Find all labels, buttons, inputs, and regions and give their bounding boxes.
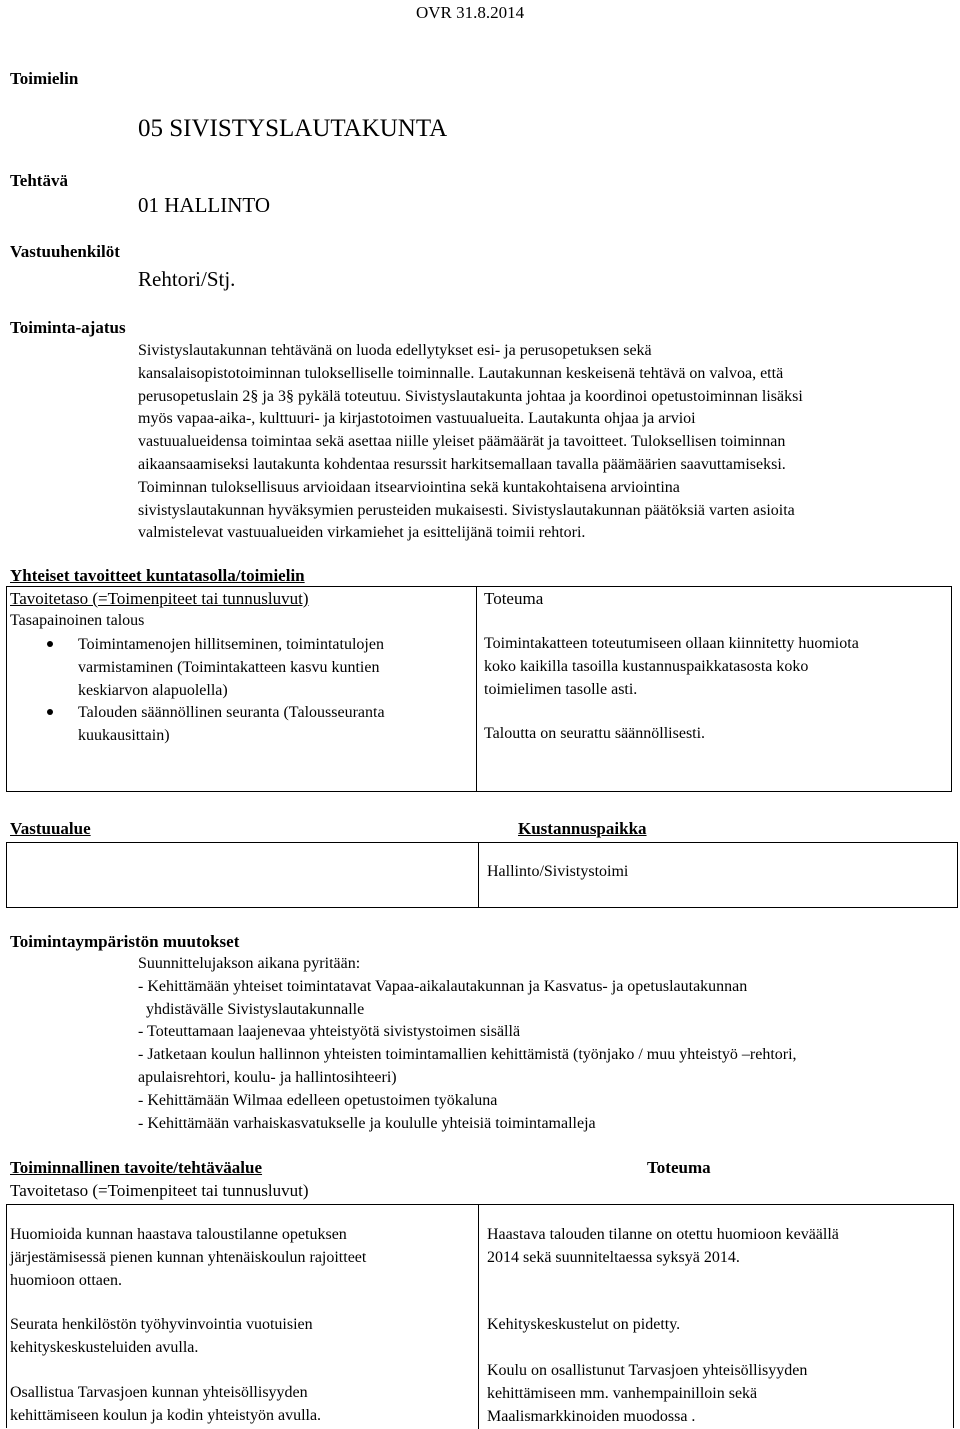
label-toiminta-ajatus: Toiminta-ajatus: [10, 318, 126, 337]
list-item: - Kehittämään varhaiskasvatukselle ja koululle yhteisiä toimintamalleja: [138, 1114, 596, 1132]
list-item: - Kehittämään yhteiset toimintatavat Vapaa-aikalautakunnan ja Kasvatus- ja opetuslautakunnan: [138, 977, 748, 995]
bullet-text: Talouden säännöllinen seuranta (Talousseuranta: [78, 704, 385, 722]
kustannuspaikka-value: Hallinto/Sivistystoimi: [487, 863, 629, 880]
bullet-text: Toimintamenojen hillitseminen, toimintatulojen: [78, 636, 384, 653]
yhteiset-heading: Yhteiset tavoitteet kuntatasolla/toimielin: [10, 566, 305, 585]
document-ref: OVR 31.8.2014: [416, 3, 525, 22]
toiminta-ajatus-line: kansalaisopistotoiminnan tulokselliselle toiminnalle. Lautakunnan keskeisenä tehtävä on valvoa, että: [138, 364, 784, 382]
yhteiset-divider: [476, 586, 477, 792]
toteuma-line: Haastava talouden tilanne on otettu huomioon keväällä: [487, 1226, 839, 1243]
vastuualue-table: [6, 842, 958, 908]
list-item: [10, 702, 470, 748]
toiminta-ajatus-line: aikaansaamiseksi lautakunta kohdentaa resurssit harkitsemallaan tavalla päämäärien saavuttamiseksi.: [138, 455, 786, 473]
tavoite-line: Seurata henkilöstön työhyvinvointia vuotuisien: [10, 1316, 313, 1334]
toiminta-ajatus-line: Sivistyslautakunnan tehtävänä on luoda edellytykset esi- ja perusopetuksen sekä: [138, 342, 652, 359]
toiminnallinen-toteuma: Toteuma: [647, 1158, 711, 1177]
tavoite-line: Osallistua Tarvasjoen kunnan yhteisöllisyyden: [10, 1383, 308, 1401]
toiminta-ajatus-line: Toiminnan tuloksellisuus arvioidaan itsearviointina sekä kuntakohtaisena arviointina: [138, 478, 680, 496]
list-item: yhdistävälle Sivistyslautakunnalle: [146, 1000, 365, 1018]
toiminta-ajatus-text: [138, 340, 950, 545]
tehtava-value: 01 HALLINTO: [138, 193, 271, 217]
toiminnallinen-divider: [478, 1204, 479, 1429]
toiminta-ajatus-line: valmistelevat vastuualueiden virkamiehet ja esittelijänä toimii rehtori.: [138, 524, 586, 542]
toiminta-ajatus-line: myös vapaa-aika-, kulttuuri- ja kirjastotoimen vastuualueita. Lautakunta ohjaa ja arvioi: [138, 410, 696, 428]
toiminta-ajatus-line: sivistyslautakunnan hyväksymien perusteiden mukaisesti. Sivistyslautakunnan päätöksiä varten asioita: [138, 501, 795, 519]
bullet-text: varmistaminen (Toimintakatteen kasvu kuntien: [78, 658, 380, 676]
tavoite-line: järjestämisessä pienen kunnan yhtenäiskoulun rajoitteet: [10, 1248, 367, 1266]
toiminnallinen-right: [487, 1224, 949, 1428]
list-item: [10, 634, 470, 702]
toiminnallinen-heading: Toiminnallinen tavoite/tehtäväalue: [10, 1158, 263, 1177]
toiminta-ajatus-line: perusopetuslain 2§ ja 3§ pykälä toteutuu. Sivistyslautakunta johtaa ja koordinoi opetustoiminnan lisäksi: [138, 387, 803, 405]
bullet-text: kuukausittain): [78, 727, 170, 745]
toteuma-line: toimielimen tasolle asti.: [484, 680, 638, 698]
toteuma-line: koko kaikilla tasoilla kustannuspaikkatasosta koko: [484, 657, 809, 675]
tavoite-line: Huomioida kunnan haastava taloustilanne opetuksen: [10, 1226, 347, 1243]
tavoite-line: kehittämiseen koulun ja kodin yhteistyön avulla.: [10, 1406, 322, 1424]
kustannuspaikka-label: Kustannuspaikka: [518, 819, 647, 838]
toiminnallinen-tavoitetaso: Tavoitetaso (=Toimenpiteet tai tunnusluvut): [10, 1181, 309, 1200]
yhteiset-col2-text: [484, 633, 946, 701]
yhteiset-col1-sub: Tasapainoinen talous: [10, 612, 145, 629]
label-tehtava: Tehtävä: [10, 171, 68, 190]
vastuuhenkilot-value: Rehtori/Stj.: [138, 267, 236, 291]
list-item: apulaisrehtori, koulu- ja hallintosihteeri): [138, 1068, 397, 1086]
list-item: - Jatketaan koulun hallinnon yhteisten toimintamallien kehittämistä (työnjako / muu yhteistyö –rehtori,: [138, 1046, 797, 1064]
toiminnallinen-left: [10, 1224, 474, 1428]
bullet-icon: [47, 641, 53, 647]
bullet-text: keskiarvon alapuolella): [78, 681, 228, 699]
ymparisto-list: [138, 953, 950, 1135]
toteuma-line: Maalismarkkinoiden muodossa .: [487, 1407, 696, 1425]
label-toimielin: Toimielin: [10, 69, 79, 88]
ymparisto-heading: Toimintaympäristön muutokset: [10, 932, 240, 951]
bullet-icon: [47, 709, 53, 715]
toteuma-line: 2014 sekä suunniteltaessa syksyä 2014.: [487, 1248, 740, 1266]
toteuma-line: Toimintakatteen toteutumiseen ollaan kiinnitetty huomiota: [484, 635, 859, 652]
yhteiset-col1-heading: Tavoitetaso (=Toimenpiteet tai tunnusluvut): [10, 589, 309, 608]
yhteiset-bullets: [10, 634, 470, 748]
ymparisto-intro: Suunnittelujakson aikana pyritään:: [138, 955, 361, 972]
label-vastuuhenkilot: Vastuuhenkilöt: [10, 242, 120, 261]
vastuualue-divider: [478, 842, 479, 908]
toteuma-line: Koulu on osallistunut Tarvasjoen yhteisöllisyyden: [487, 1361, 808, 1379]
list-item: - Kehittämään Wilmaa edelleen opetustoimen työkaluna: [138, 1091, 498, 1109]
yhteiset-col2-heading: Toteuma: [484, 589, 544, 608]
tavoite-line: huomioon ottaen.: [10, 1271, 122, 1289]
toimielin-value: 05 SIVISTYSLAUTAKUNTA: [138, 115, 448, 142]
list-item: - Toteuttamaan laajenevaa yhteistyötä sivistystoimen sisällä: [138, 1023, 521, 1041]
vastuualue-label: Vastuualue: [10, 819, 91, 838]
toiminta-ajatus-line: vastuualueidensa toimintaa sekä asettaa niille yleiset päämäärät ja tavoitteet. Tuloksellisen toiminnan: [138, 433, 786, 451]
toteuma-line: kehittämiseen mm. vanhempainilloin sekä: [487, 1384, 758, 1402]
toteuma-line: Kehityskeskustelut on pidetty.: [487, 1316, 681, 1334]
yhteiset-col2-extra: Taloutta on seurattu säännöllisesti.: [484, 725, 706, 742]
tavoite-line: kehityskeskusteluiden avulla.: [10, 1339, 199, 1357]
